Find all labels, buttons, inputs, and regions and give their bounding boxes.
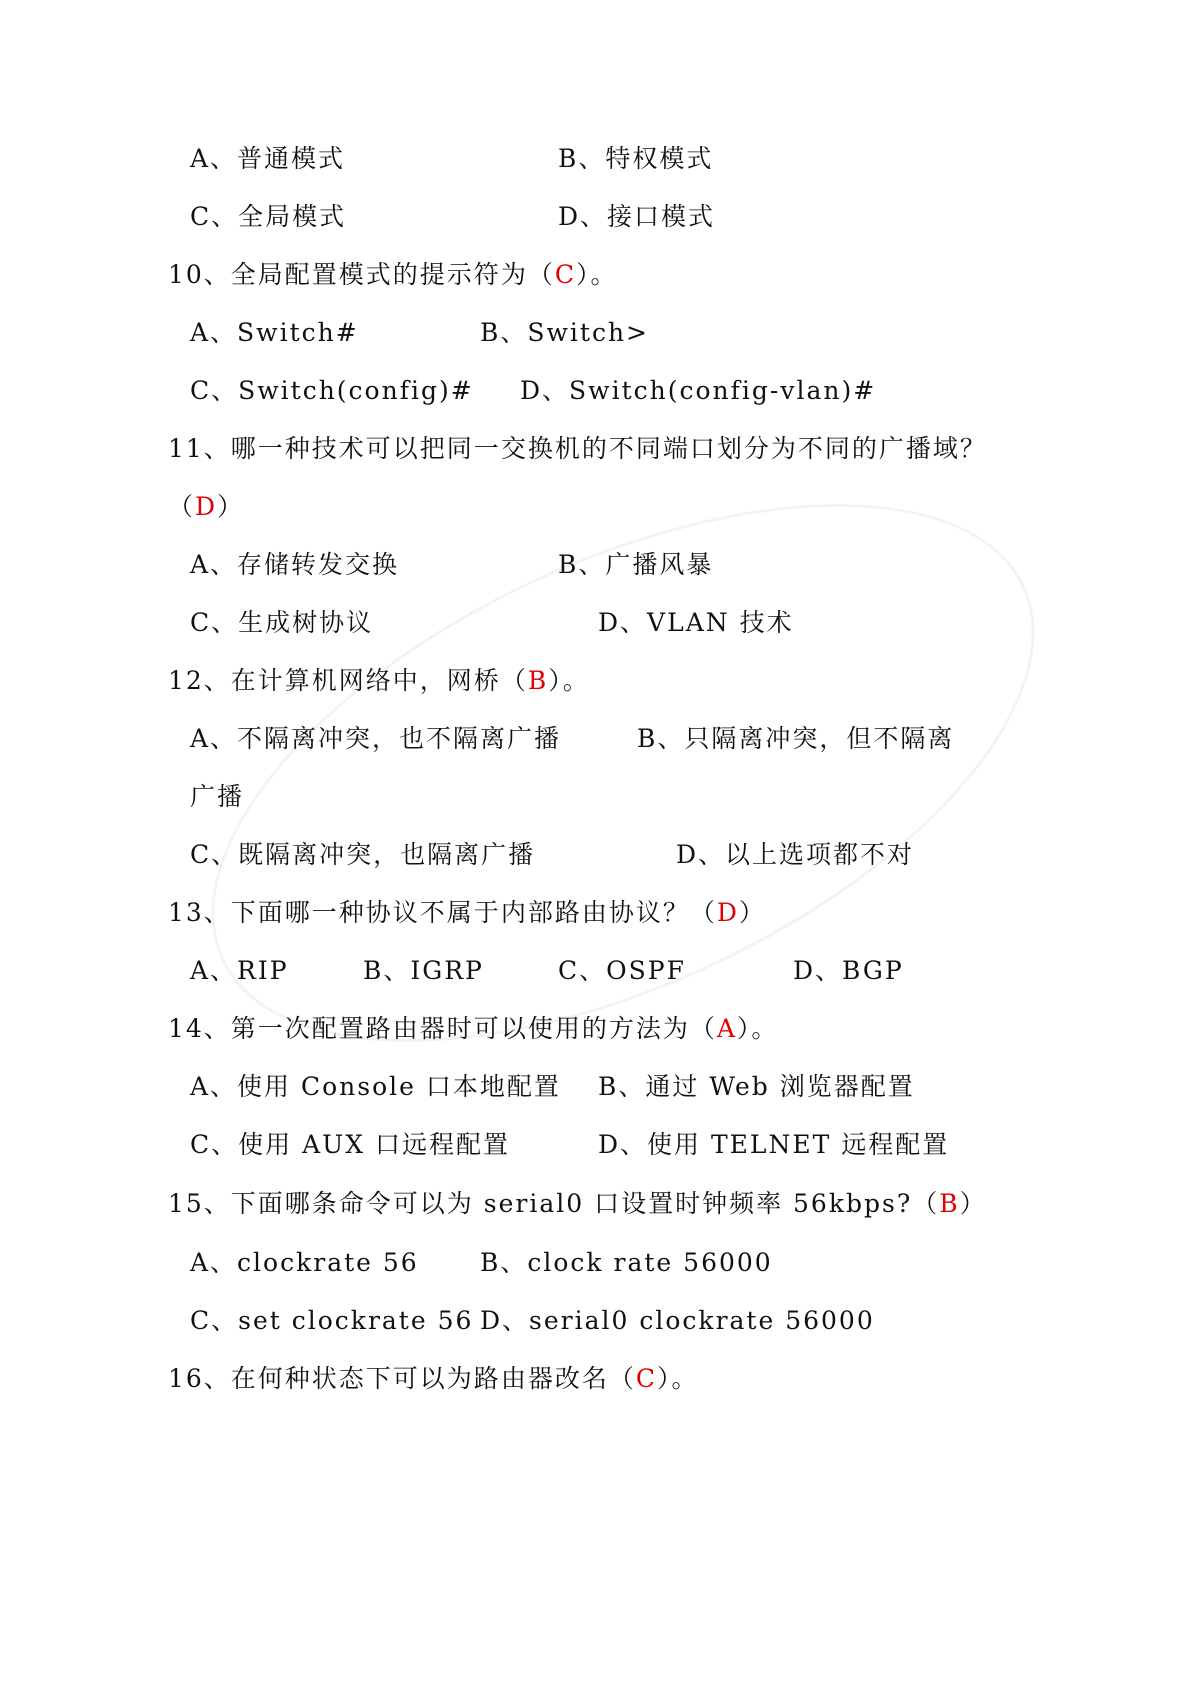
option-a: A、不隔离冲突，也不隔离广播 — [190, 724, 562, 753]
question-open: （ — [168, 492, 196, 521]
question-stem: 14、第一次配置路由器时可以使用的方法为（ — [168, 1014, 717, 1043]
answer-letter: D — [195, 492, 218, 521]
option-b: B、Switch> — [480, 318, 649, 347]
question-10 — [168, 258, 617, 292]
answer-letter: C — [554, 260, 576, 289]
question-13 — [168, 896, 766, 930]
question-14 — [168, 1012, 778, 1046]
answer-letter: C — [635, 1364, 657, 1393]
question-15 — [168, 1187, 987, 1221]
option-b-continued: 广播 — [190, 782, 245, 811]
question-tail: ） — [959, 1189, 987, 1218]
option-b: B、广播风暴 — [558, 550, 714, 579]
option-c: C、全局模式 — [190, 202, 347, 231]
option-a: A、RIP — [190, 956, 289, 985]
question-16 — [168, 1362, 698, 1396]
option-a: A、clockrate 56 — [190, 1248, 419, 1277]
question-tail: ） — [217, 492, 245, 521]
answer-letter: A — [716, 1014, 737, 1043]
option-c: C、OSPF — [558, 956, 686, 985]
question-11: 11、哪一种技术可以把同一交换机的不同端口划分为不同的广播域？ — [168, 434, 987, 463]
option-c: C、Switch(config)# — [190, 376, 474, 405]
option-c: C、既隔离冲突，也隔离广播 — [190, 840, 536, 869]
question-11-answer — [168, 490, 244, 524]
question-tail: ）。 — [548, 666, 590, 695]
option-a: A、Switch# — [190, 318, 359, 347]
option-d: D、使用 TELNET 远程配置 — [598, 1130, 950, 1159]
option-b: B、clock rate 56000 — [480, 1248, 773, 1277]
answer-letter: B — [527, 666, 549, 695]
option-d: D、BGP — [793, 956, 904, 985]
option-b: B、通过 Web 浏览器配置 — [598, 1072, 915, 1101]
option-b: B、特权模式 — [558, 144, 714, 173]
option-d: D、VLAN 技术 — [598, 608, 794, 637]
option-b: B、只隔离冲突，但不隔离 — [637, 724, 955, 753]
option-a: A、普通模式 — [190, 144, 346, 173]
question-tail: ）。 — [736, 1014, 779, 1043]
option-d: D、接口模式 — [558, 202, 716, 231]
question-stem: 10、全局配置模式的提示符为（ — [168, 260, 555, 289]
option-c: C、set clockrate 56 — [190, 1306, 474, 1335]
option-a: A、使用 Console 口本地配置 — [190, 1072, 561, 1101]
answer-letter: B — [939, 1189, 960, 1218]
question-stem: 16、在何种状态下可以为路由器改名（ — [168, 1364, 636, 1393]
option-b: B、IGRP — [363, 956, 484, 985]
question-tail: ）。 — [656, 1364, 699, 1393]
option-d: D、Switch(config-vlan)# — [520, 376, 877, 405]
option-c: C、生成树协议 — [190, 608, 374, 637]
question-stem: 12、在计算机网络中，网桥（ — [168, 666, 528, 695]
question-stem: 13、下面哪一种协议不属于内部路由协议？（ — [168, 898, 717, 927]
answer-letter: D — [716, 898, 739, 927]
question-tail: ）。 — [575, 260, 618, 289]
option-d: D、以上选项都不对 — [676, 840, 915, 869]
option-d: D、serial0 clockrate 56000 — [480, 1306, 875, 1335]
question-stem: 15、下面哪条命令可以为 serial0 口设置时钟频率 56kbps?（ — [168, 1189, 940, 1218]
question-tail: ） — [738, 898, 766, 927]
option-a: A、存储转发交换 — [190, 550, 400, 579]
option-c: C、使用 AUX 口远程配置 — [190, 1130, 510, 1159]
question-12 — [168, 664, 590, 698]
